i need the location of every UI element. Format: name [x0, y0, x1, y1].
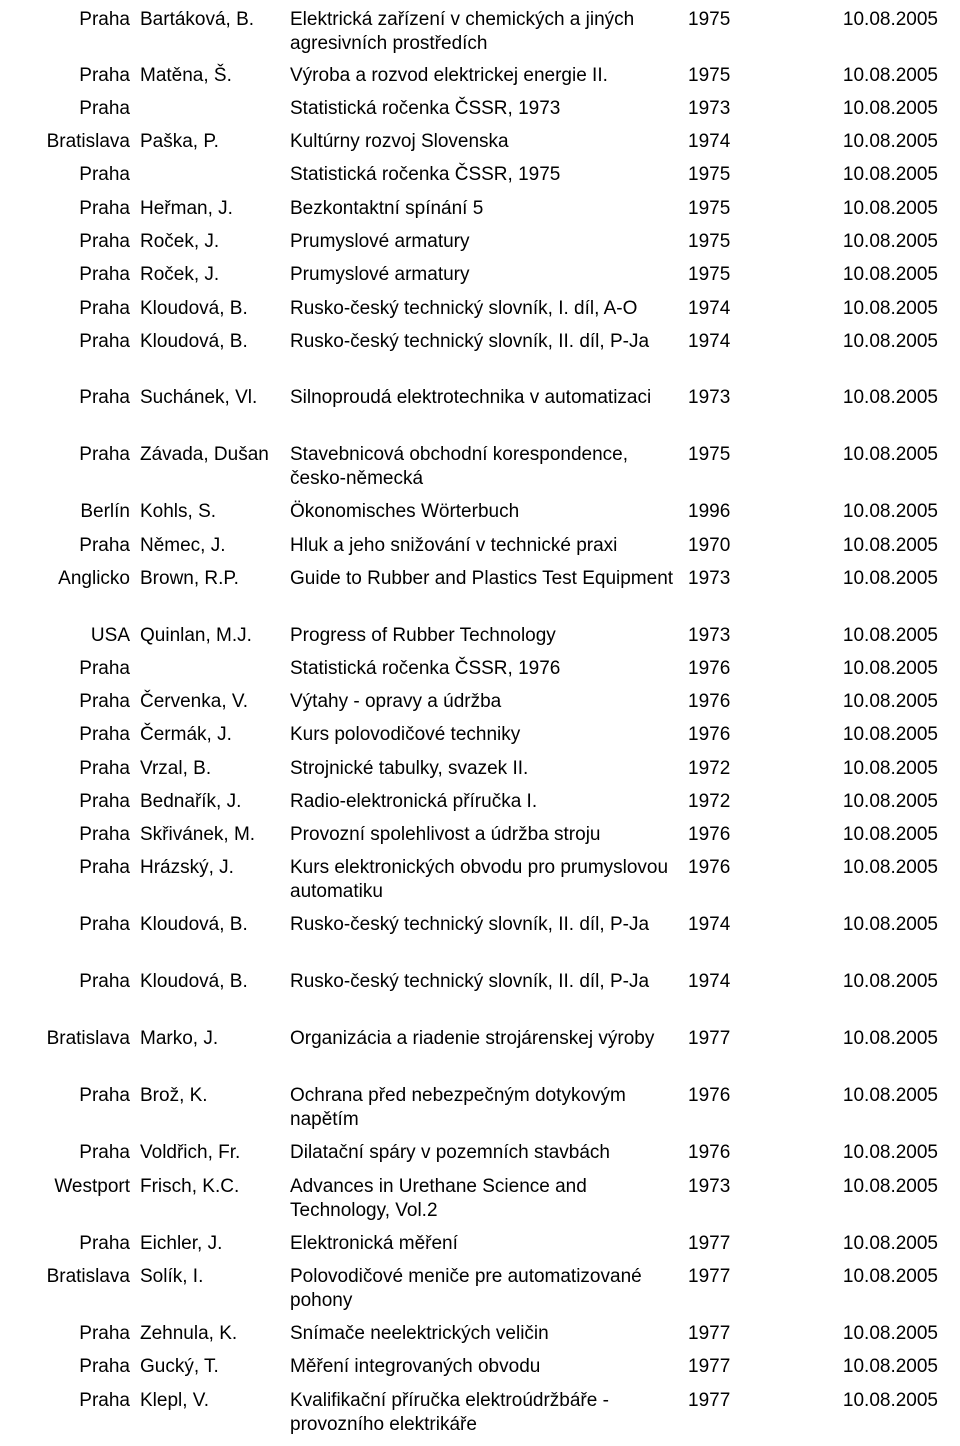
author-cell: Frisch, K.C.: [140, 1176, 240, 1197]
date-cell: 10.08.2005: [842, 535, 938, 556]
table-row: [0, 757, 960, 781]
author-cell: Bednařík, J.: [140, 791, 242, 812]
table-row: [0, 1141, 960, 1165]
title-cell: Statistická ročenka ČSSR, 1975: [290, 164, 561, 185]
author-cell: Voldřich, Fr.: [140, 1142, 241, 1163]
date-cell: 10.08.2005: [842, 198, 938, 219]
table-row: [0, 163, 960, 187]
year-cell: 1974: [688, 971, 731, 992]
table-row: [0, 690, 960, 714]
year-cell: 1976: [688, 724, 731, 745]
date-cell: 10.08.2005: [842, 65, 938, 86]
city-cell: USA: [90, 625, 130, 646]
title-cell: Rusko-český technický slovník, II. díl, P-Ja: [290, 914, 650, 935]
author-cell: Zehnula, K.: [140, 1323, 238, 1344]
title-cell: Statistická ročenka ČSSR, 1973: [290, 98, 561, 119]
year-cell: 1976: [688, 824, 731, 845]
title-cell: Kurs polovodičové techniky: [290, 724, 521, 745]
year-cell: 1973: [688, 1176, 731, 1197]
table-row: [0, 823, 960, 847]
date-cell: 10.08.2005: [842, 1028, 938, 1049]
year-cell: 1972: [688, 791, 731, 812]
title-cell: Rusko-český technický slovník, I. díl, A-O: [290, 298, 638, 319]
date-cell: 10.08.2005: [842, 1176, 938, 1197]
city-cell: Praha: [79, 387, 130, 408]
city-cell: Berlín: [80, 501, 130, 522]
date-cell: 10.08.2005: [842, 1142, 938, 1163]
year-cell: 1974: [688, 131, 731, 152]
year-cell: 1975: [688, 9, 731, 30]
title-cell: Elektrická zařízení v chemických a jiných agresivních prostředích: [290, 9, 635, 54]
city-cell: Praha: [79, 791, 130, 812]
author-cell: Roček, J.: [140, 264, 220, 285]
title-cell: Silnoproudá elektrotechnika v automatizaci: [290, 387, 652, 408]
city-cell: Praha: [79, 535, 130, 556]
title-cell: Výtahy - opravy a údržba: [290, 691, 502, 712]
date-cell: 10.08.2005: [842, 857, 938, 878]
city-cell: Praha: [79, 65, 130, 86]
table-row: [0, 386, 960, 434]
date-cell: 10.08.2005: [842, 791, 938, 812]
title-cell: Radio-elektronická příručka I.: [290, 791, 538, 812]
date-cell: 10.08.2005: [842, 501, 938, 522]
title-cell: Statistická ročenka ČSSR, 1976: [290, 658, 561, 679]
city-cell: Bratislava: [46, 1266, 130, 1287]
date-cell: 10.08.2005: [842, 758, 938, 779]
author-cell: Němec, J.: [140, 535, 226, 556]
city-cell: Praha: [79, 971, 130, 992]
city-cell: Praha: [79, 1233, 130, 1254]
city-cell: Praha: [79, 1142, 130, 1163]
author-cell: Suchánek, Vl.: [140, 387, 258, 408]
table-row: [0, 1175, 960, 1223]
city-cell: Praha: [79, 9, 130, 30]
author-cell: Čermák, J.: [140, 724, 232, 745]
year-cell: 1976: [688, 658, 731, 679]
city-cell: Praha: [79, 298, 130, 319]
date-cell: 10.08.2005: [842, 1390, 938, 1411]
year-cell: 1975: [688, 231, 731, 252]
city-cell: Anglicko: [58, 568, 130, 589]
date-cell: 10.08.2005: [842, 1323, 938, 1344]
date-cell: 10.08.2005: [842, 658, 938, 679]
table-row: [0, 657, 960, 681]
author-cell: Kloudová, B.: [140, 331, 248, 352]
city-cell: Praha: [79, 691, 130, 712]
year-cell: 1976: [688, 857, 731, 878]
date-cell: 10.08.2005: [842, 231, 938, 252]
title-cell: Měření integrovaných obvodu: [290, 1356, 541, 1377]
date-cell: 10.08.2005: [842, 724, 938, 745]
author-cell: Quinlan, M.J.: [140, 625, 252, 646]
table-row: [0, 330, 960, 378]
city-cell: Praha: [79, 98, 130, 119]
author-cell: Červenka, V.: [140, 691, 249, 712]
city-cell: Praha: [79, 1390, 130, 1411]
date-cell: 10.08.2005: [842, 1233, 938, 1254]
date-cell: 10.08.2005: [842, 387, 938, 408]
year-cell: 1975: [688, 198, 731, 219]
author-cell: Kohls, S.: [140, 501, 217, 522]
city-cell: Praha: [79, 444, 130, 465]
title-cell: Výroba a rozvod elektrickej energie II.: [290, 65, 608, 86]
date-cell: 10.08.2005: [842, 824, 938, 845]
year-cell: 1976: [688, 691, 731, 712]
title-cell: Snímače neelektrických veličin: [290, 1323, 549, 1344]
table-row: [0, 1389, 960, 1437]
year-cell: 1973: [688, 98, 731, 119]
table-row: [0, 230, 960, 254]
title-cell: Bezkontaktní spínání 5: [290, 198, 484, 219]
table-row: [0, 443, 960, 491]
table-row: [0, 263, 960, 287]
author-cell: Skřivánek, M.: [140, 824, 256, 845]
city-cell: Praha: [79, 1356, 130, 1377]
year-cell: 1972: [688, 758, 731, 779]
title-cell: Kurs elektronických obvodu pro prumyslovou automatiku: [290, 857, 669, 902]
year-cell: 1977: [688, 1323, 731, 1344]
city-cell: Bratislava: [46, 1028, 130, 1049]
author-cell: Vrzal, B.: [140, 758, 212, 779]
table-row: [0, 97, 960, 121]
year-cell: 1977: [688, 1233, 731, 1254]
city-cell: Westport: [54, 1176, 130, 1197]
title-cell: Guide to Rubber and Plastics Test Equipment: [290, 568, 674, 589]
date-cell: 10.08.2005: [842, 331, 938, 352]
author-cell: Matěna, Š.: [140, 65, 232, 86]
date-cell: 10.08.2005: [842, 971, 938, 992]
title-cell: Advances in Urethane Science and Technology, Vol.2: [290, 1176, 587, 1221]
title-cell: Stavebnicová obchodní korespondence, česko-německá: [290, 444, 629, 489]
table-row: [0, 913, 960, 961]
year-cell: 1970: [688, 535, 731, 556]
year-cell: 1974: [688, 331, 731, 352]
city-cell: Praha: [79, 164, 130, 185]
author-cell: Klepl, V.: [140, 1390, 210, 1411]
author-cell: Kloudová, B.: [140, 914, 248, 935]
city-cell: Praha: [79, 1323, 130, 1344]
table-row: [0, 1355, 960, 1379]
title-cell: Hluk a jeho snižování v technické praxi: [290, 535, 618, 556]
year-cell: 1975: [688, 65, 731, 86]
date-cell: 10.08.2005: [842, 1085, 938, 1106]
city-cell: Praha: [79, 1085, 130, 1106]
table-row: [0, 970, 960, 1018]
title-cell: Kvalifikační příručka elektroúdržbáře - provozního elektrikáře: [290, 1390, 609, 1435]
year-cell: 1975: [688, 264, 731, 285]
author-cell: Brown, R.P.: [140, 568, 239, 589]
year-cell: 1996: [688, 501, 731, 522]
table-row: [0, 723, 960, 747]
table-row: [0, 1027, 960, 1075]
title-cell: Dilatační spáry v pozemních stavbách: [290, 1142, 610, 1163]
author-cell: Hrázský, J.: [140, 857, 234, 878]
city-cell: Praha: [79, 824, 130, 845]
author-cell: Roček, J.: [140, 231, 220, 252]
title-cell: Prumyslové armatury: [290, 231, 470, 252]
table-row: [0, 1084, 960, 1132]
city-cell: Praha: [79, 724, 130, 745]
year-cell: 1975: [688, 444, 731, 465]
table-row: [0, 8, 960, 56]
year-cell: 1973: [688, 625, 731, 646]
date-cell: 10.08.2005: [842, 568, 938, 589]
year-cell: 1977: [688, 1266, 731, 1287]
table-row: [0, 500, 960, 524]
city-cell: Praha: [79, 231, 130, 252]
author-cell: Eichler, J.: [140, 1233, 223, 1254]
title-cell: Provozní spolehlivost a údržba stroju: [290, 824, 601, 845]
date-cell: 10.08.2005: [842, 1266, 938, 1287]
title-cell: Ökonomisches Wörterbuch: [290, 501, 520, 522]
title-cell: Rusko-český technický slovník, II. díl, P-Ja: [290, 971, 650, 992]
year-cell: 1977: [688, 1390, 731, 1411]
table-row: [0, 1265, 960, 1313]
date-cell: 10.08.2005: [842, 691, 938, 712]
table-row: [0, 856, 960, 904]
author-cell: Kloudová, B.: [140, 298, 248, 319]
table-row: [0, 297, 960, 321]
table-row: [0, 1322, 960, 1346]
city-cell: Praha: [79, 857, 130, 878]
title-cell: Polovodičové meniče pre automatizované pohony: [290, 1266, 642, 1311]
year-cell: 1976: [688, 1085, 731, 1106]
table-row: [0, 790, 960, 814]
author-cell: Marko, J.: [140, 1028, 219, 1049]
author-cell: Heřman, J.: [140, 198, 233, 219]
title-cell: Elektronická měření: [290, 1233, 458, 1254]
city-cell: Bratislava: [46, 131, 130, 152]
year-cell: 1973: [688, 387, 731, 408]
date-cell: 10.08.2005: [842, 9, 938, 30]
title-cell: Kultúrny rozvoj Slovenska: [290, 131, 509, 152]
city-cell: Praha: [79, 331, 130, 352]
table-row: [0, 64, 960, 88]
author-cell: Bartáková, B.: [140, 9, 255, 30]
table-row: [0, 534, 960, 558]
title-cell: Rusko-český technický slovník, II. díl, P-Ja: [290, 331, 650, 352]
city-cell: Praha: [79, 758, 130, 779]
date-cell: 10.08.2005: [842, 298, 938, 319]
date-cell: 10.08.2005: [842, 131, 938, 152]
table-row: [0, 197, 960, 221]
author-cell: Paška, P.: [140, 131, 219, 152]
year-cell: 1975: [688, 164, 731, 185]
title-cell: Organizácia a riadenie strojárenskej výroby: [290, 1028, 655, 1049]
date-cell: 10.08.2005: [842, 625, 938, 646]
table-row: [0, 130, 960, 154]
city-cell: Praha: [79, 198, 130, 219]
date-cell: 10.08.2005: [842, 914, 938, 935]
title-cell: Prumyslové armatury: [290, 264, 470, 285]
date-cell: 10.08.2005: [842, 1356, 938, 1377]
year-cell: 1976: [688, 1142, 731, 1163]
title-cell: Ochrana před nebezpečným dotykovým napětím: [290, 1085, 626, 1130]
city-cell: Praha: [79, 264, 130, 285]
year-cell: 1973: [688, 568, 731, 589]
author-cell: Gucký, T.: [140, 1356, 219, 1377]
author-cell: Solík, I.: [140, 1266, 204, 1287]
year-cell: 1977: [688, 1356, 731, 1377]
title-cell: Strojnické tabulky, svazek II.: [290, 758, 529, 779]
author-cell: Brož, K.: [140, 1085, 208, 1106]
title-cell: Progress of Rubber Technology: [290, 625, 556, 646]
table-row: [0, 567, 960, 615]
city-cell: Praha: [79, 658, 130, 679]
table-row: [0, 1232, 960, 1256]
year-cell: 1974: [688, 298, 731, 319]
year-cell: 1974: [688, 914, 731, 935]
year-cell: 1977: [688, 1028, 731, 1049]
date-cell: 10.08.2005: [842, 164, 938, 185]
table-row: [0, 624, 960, 648]
date-cell: 10.08.2005: [842, 264, 938, 285]
date-cell: 10.08.2005: [842, 444, 938, 465]
date-cell: 10.08.2005: [842, 98, 938, 119]
author-cell: Závada, Dušan: [140, 444, 269, 465]
author-cell: Kloudová, B.: [140, 971, 248, 992]
city-cell: Praha: [79, 914, 130, 935]
